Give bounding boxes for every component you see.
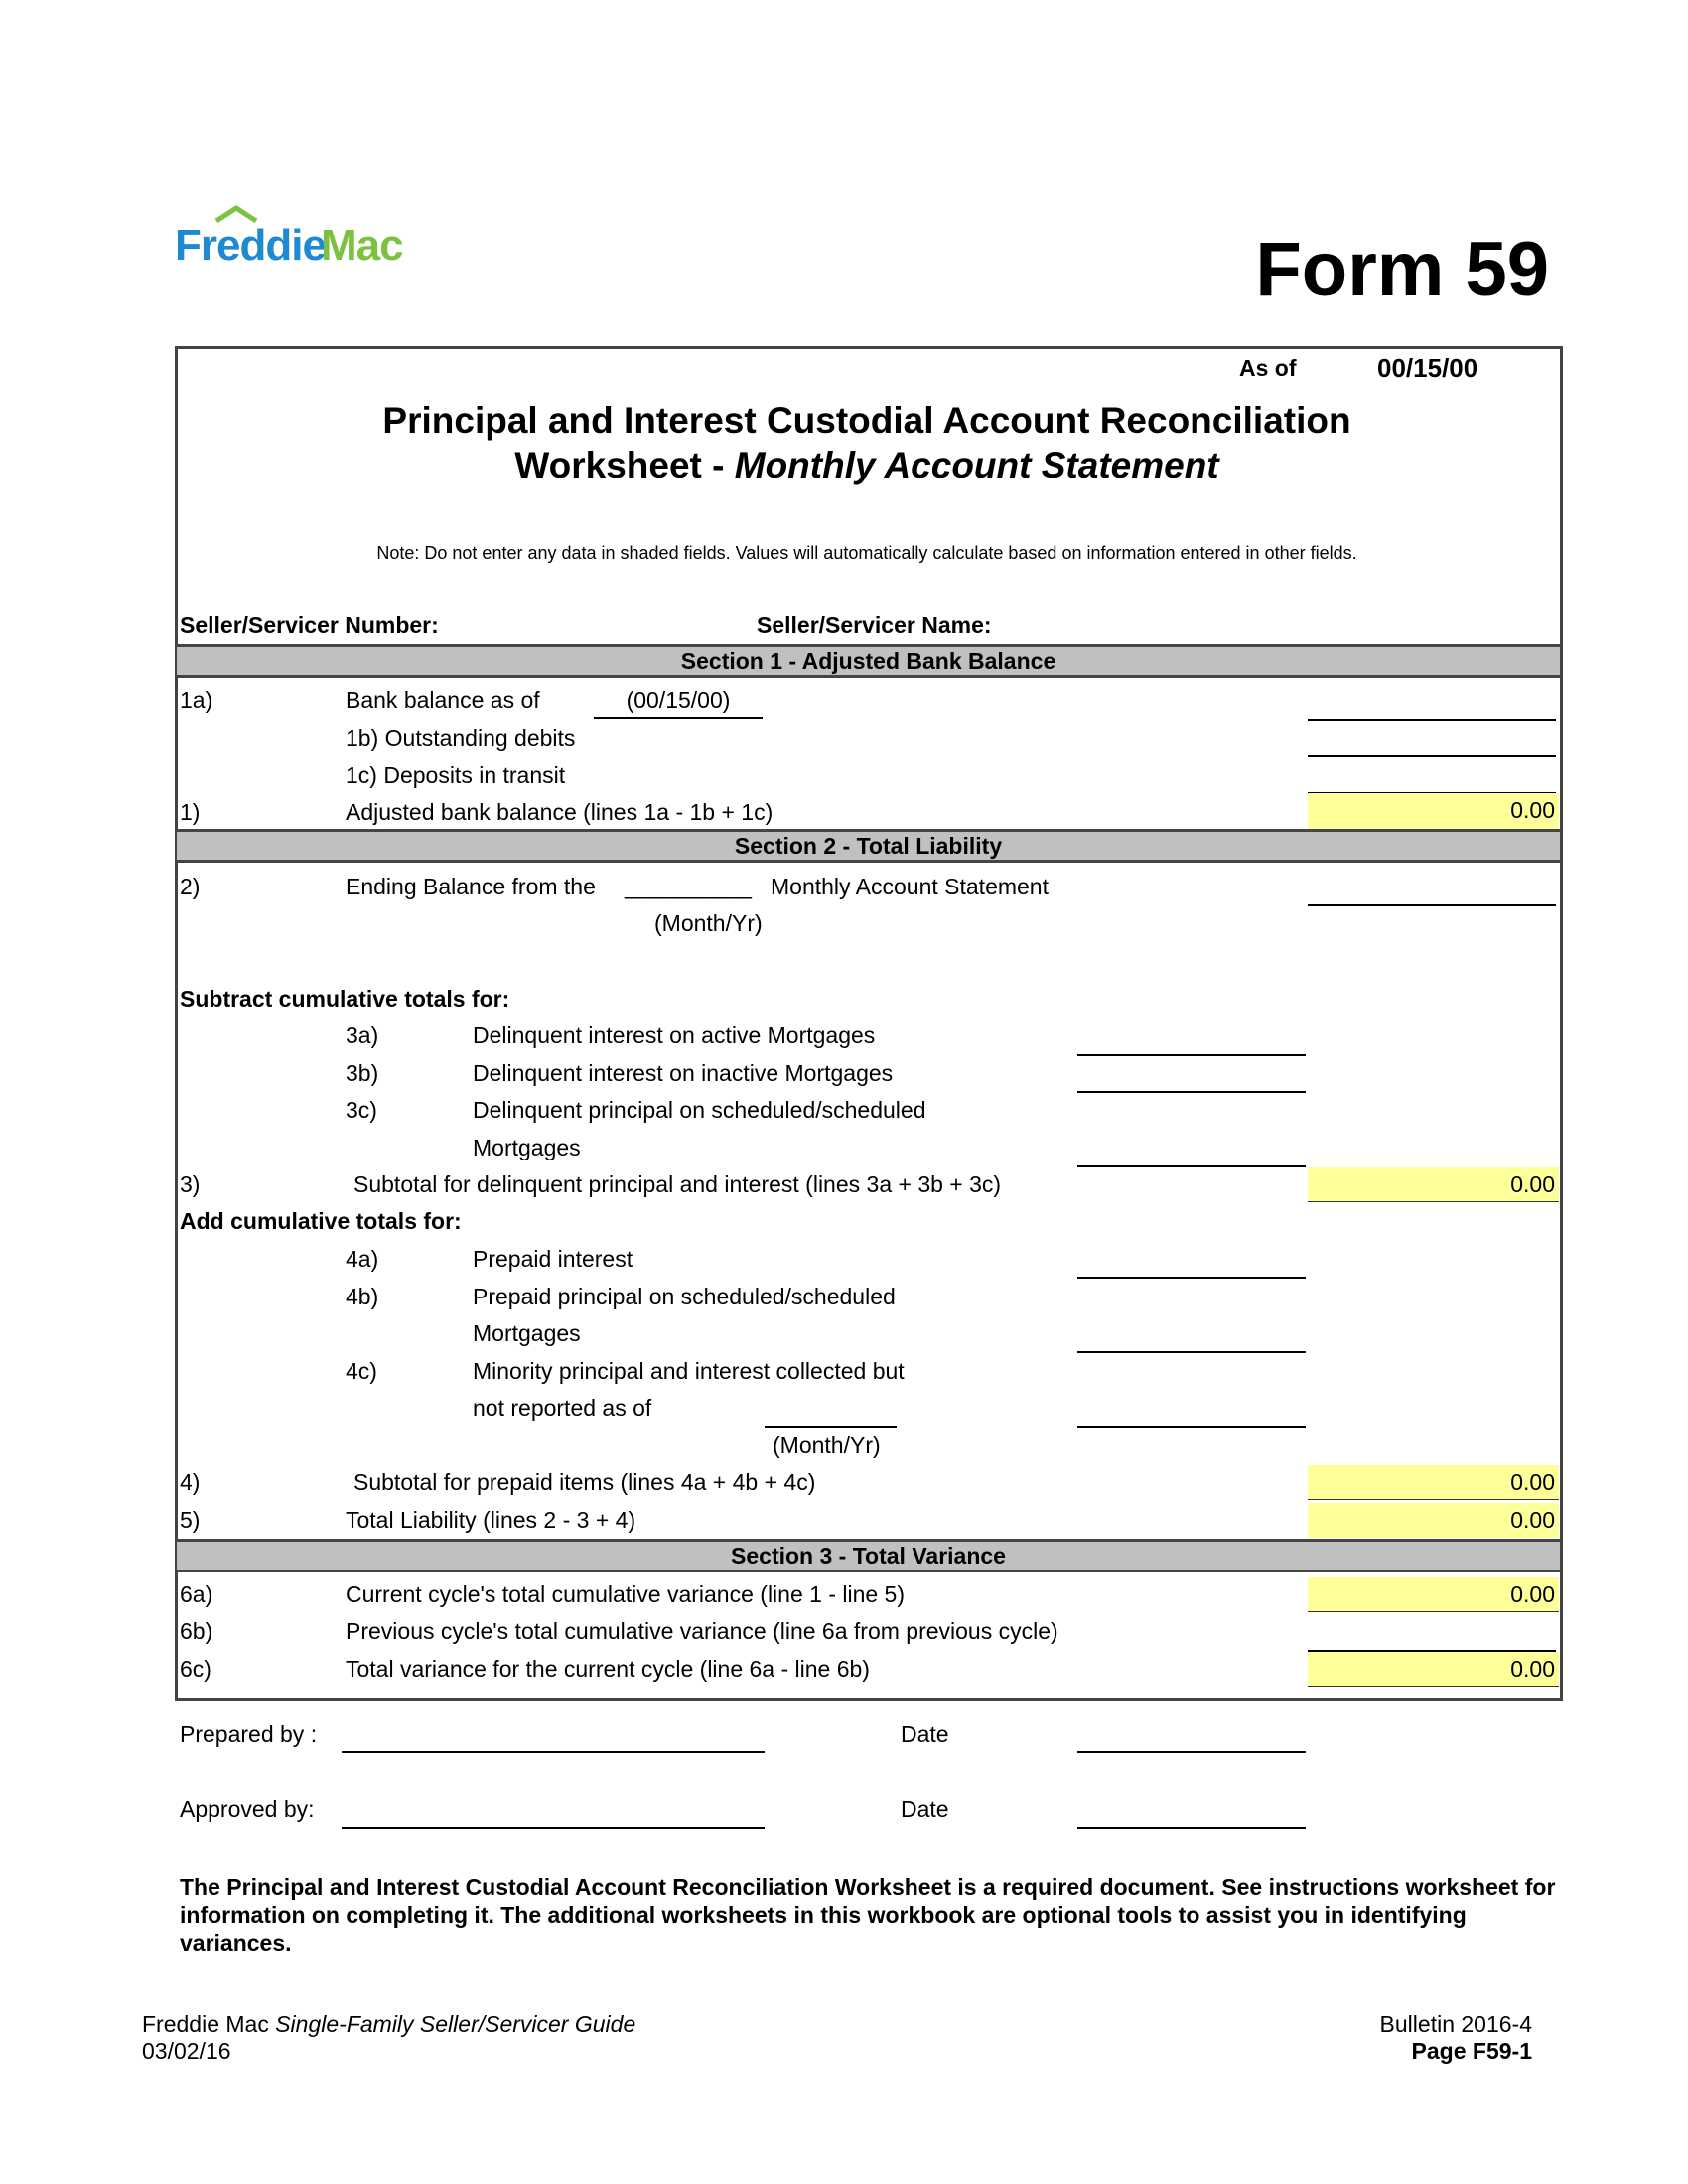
row-2-number: 2) — [180, 874, 201, 899]
guide-title: Single-Family Seller/Servicer Guide — [275, 2011, 636, 2037]
logo-word-freddie: Freddie — [175, 221, 326, 270]
row-4b-amount-field[interactable] — [1077, 1351, 1306, 1353]
row-3c-number: 3c) — [346, 1097, 377, 1123]
row-6b-number: 6b) — [180, 1618, 213, 1644]
row-6c-label: Total variance for the current cycle (line 6a - line 6b) — [346, 1656, 870, 1682]
approved-by-field[interactable] — [342, 1827, 765, 1829]
row-4c-month-field[interactable] — [765, 1426, 897, 1428]
row-4c-label-1: Minority principal and interest collected but — [473, 1358, 905, 1384]
row-1-number: 1) — [180, 799, 201, 825]
row-2-month-caption: (Month/Yr) — [654, 910, 763, 936]
row-6b-label: Previous cycle's total cumulative variance (line 6a from previous cycle) — [346, 1618, 1058, 1644]
row-2-amount-field[interactable] — [1308, 904, 1556, 906]
row-6a-number: 6a) — [180, 1581, 213, 1607]
row-6a-label: Current cycle's total cumulative variance (line 1 - line 5) — [346, 1581, 906, 1607]
as-of-date: 00/15/00 — [1377, 353, 1478, 383]
required-document-note: The Principal and Interest Custodial Account Reconciliation Worksheet is a required document. See instructions worksheet for information on completing it. The additional worksheets in this workbook are optional tools to assist you in identifying variances. — [180, 1874, 1556, 1956]
row-3a-amount-field[interactable] — [1077, 1054, 1306, 1056]
seller-name-label: Seller/Servicer Name: — [757, 613, 992, 638]
row-1b-label: 1b) Outstanding debits — [346, 725, 576, 751]
row-5-value: 0.00 — [1308, 1503, 1559, 1538]
subtract-heading: Subtract cumulative totals for: — [180, 986, 510, 1012]
row-2-label-b: Monthly Account Statement — [771, 874, 1049, 899]
row-4c-number: 4c) — [346, 1358, 377, 1384]
row-4-number: 4) — [180, 1469, 201, 1495]
approved-date-label: Date — [901, 1796, 949, 1822]
row-3a-label: Delinquent interest on active Mortgages — [473, 1023, 876, 1048]
row-6c-number: 6c) — [180, 1656, 211, 1682]
footer-date: 03/02/16 — [142, 2038, 231, 2064]
worksheet-title-line2 — [177, 444, 1557, 487]
guide-reference — [142, 2010, 635, 2038]
row-4a-number: 4a) — [346, 1246, 379, 1272]
row-4c-label-2: not reported as of — [473, 1395, 652, 1421]
guide-prefix: Freddie Mac — [142, 2011, 276, 2037]
add-heading: Add cumulative totals for: — [180, 1208, 462, 1234]
row-4c-month-caption: (Month/Yr) — [773, 1433, 881, 1458]
row-1a-number: 1a) — [180, 687, 213, 713]
row-6a-value: 0.00 — [1308, 1577, 1559, 1612]
row-1-label: Adjusted bank balance (lines 1a - 1b + 1c) — [346, 799, 774, 825]
page-number: Page F59-1 — [1411, 2038, 1532, 2064]
row-3b-number: 3b) — [346, 1060, 379, 1086]
row-2-label-a: Ending Balance from the — [346, 874, 596, 899]
title-prefix: Worksheet - — [514, 445, 735, 485]
row-4c-amount-field[interactable] — [1077, 1426, 1306, 1428]
row-4a-label: Prepaid interest — [473, 1246, 633, 1272]
section-2-header: Section 2 - Total Liability — [177, 829, 1560, 863]
row-3c-label-2: Mortgages — [473, 1135, 581, 1160]
row-4b-number: 4b) — [346, 1284, 379, 1309]
section-1-header: Section 1 - Adjusted Bank Balance — [177, 644, 1560, 678]
logo-word-mac: Mac — [321, 221, 403, 270]
row-1a-label: Bank balance as of — [346, 687, 540, 713]
bulletin-number: Bulletin 2016-4 — [1379, 2011, 1532, 2037]
freddie-mac-logo — [175, 205, 443, 274]
row-6c-value: 0.00 — [1308, 1652, 1559, 1687]
row-4-label: Subtotal for prepaid items (lines 4a + 4b + 4c) — [353, 1469, 816, 1495]
row-1-value: 0.00 — [1308, 793, 1559, 829]
form-number: Form 59 — [1255, 227, 1549, 312]
row-1a-amount-field[interactable] — [1308, 719, 1556, 721]
section-3-header: Section 3 - Total Variance — [177, 1539, 1560, 1572]
row-1a-date: (00/15/00) — [626, 687, 731, 713]
row-3a-number: 3a) — [346, 1023, 379, 1048]
row-1c-label: 1c) Deposits in transit — [346, 762, 566, 788]
row-3b-label: Delinquent interest on inactive Mortgages — [473, 1060, 894, 1086]
row-3-value: 0.00 — [1308, 1167, 1559, 1202]
row-3c-label-1: Delinquent principal on scheduled/scheduled — [473, 1097, 926, 1123]
row-5-number: 5) — [180, 1507, 201, 1533]
row-5-label: Total Liability (lines 2 - 3 + 4) — [346, 1507, 636, 1533]
as-of-label: As of — [1239, 355, 1297, 381]
row-1b-amount-field[interactable] — [1308, 755, 1556, 757]
title-italic: Monthly Account Statement — [734, 445, 1219, 485]
row-4b-label-2: Mortgages — [473, 1320, 581, 1346]
approved-date-field[interactable] — [1077, 1827, 1306, 1829]
row-4-value: 0.00 — [1308, 1465, 1559, 1500]
prepared-date-label: Date — [901, 1721, 949, 1747]
row-3-number: 3) — [180, 1171, 201, 1197]
row-3c-amount-field[interactable] — [1077, 1165, 1306, 1167]
seller-number-label: Seller/Servicer Number: — [180, 613, 439, 638]
row-1a-date-underline — [594, 717, 763, 719]
shaded-fields-note: Note: Do not enter any data in shaded fields. Values will automatically calculate based on information entered in other fields. — [376, 543, 1357, 563]
prepared-date-field[interactable] — [1077, 1751, 1306, 1753]
row-3-label: Subtotal for delinquent principal and interest (lines 3a + 3b + 3c) — [353, 1171, 1002, 1197]
row-4a-amount-field[interactable] — [1077, 1277, 1306, 1279]
row-4b-label-1: Prepaid principal on scheduled/scheduled — [473, 1284, 896, 1309]
worksheet-title-line1: Principal and Interest Custodial Account Reconciliation — [382, 400, 1351, 441]
row-2-month-blank: __________ — [625, 874, 752, 899]
prepared-by-field[interactable] — [342, 1751, 765, 1753]
row-3b-amount-field[interactable] — [1077, 1091, 1306, 1093]
prepared-by-label: Prepared by : — [180, 1721, 318, 1747]
approved-by-label: Approved by: — [180, 1796, 315, 1822]
